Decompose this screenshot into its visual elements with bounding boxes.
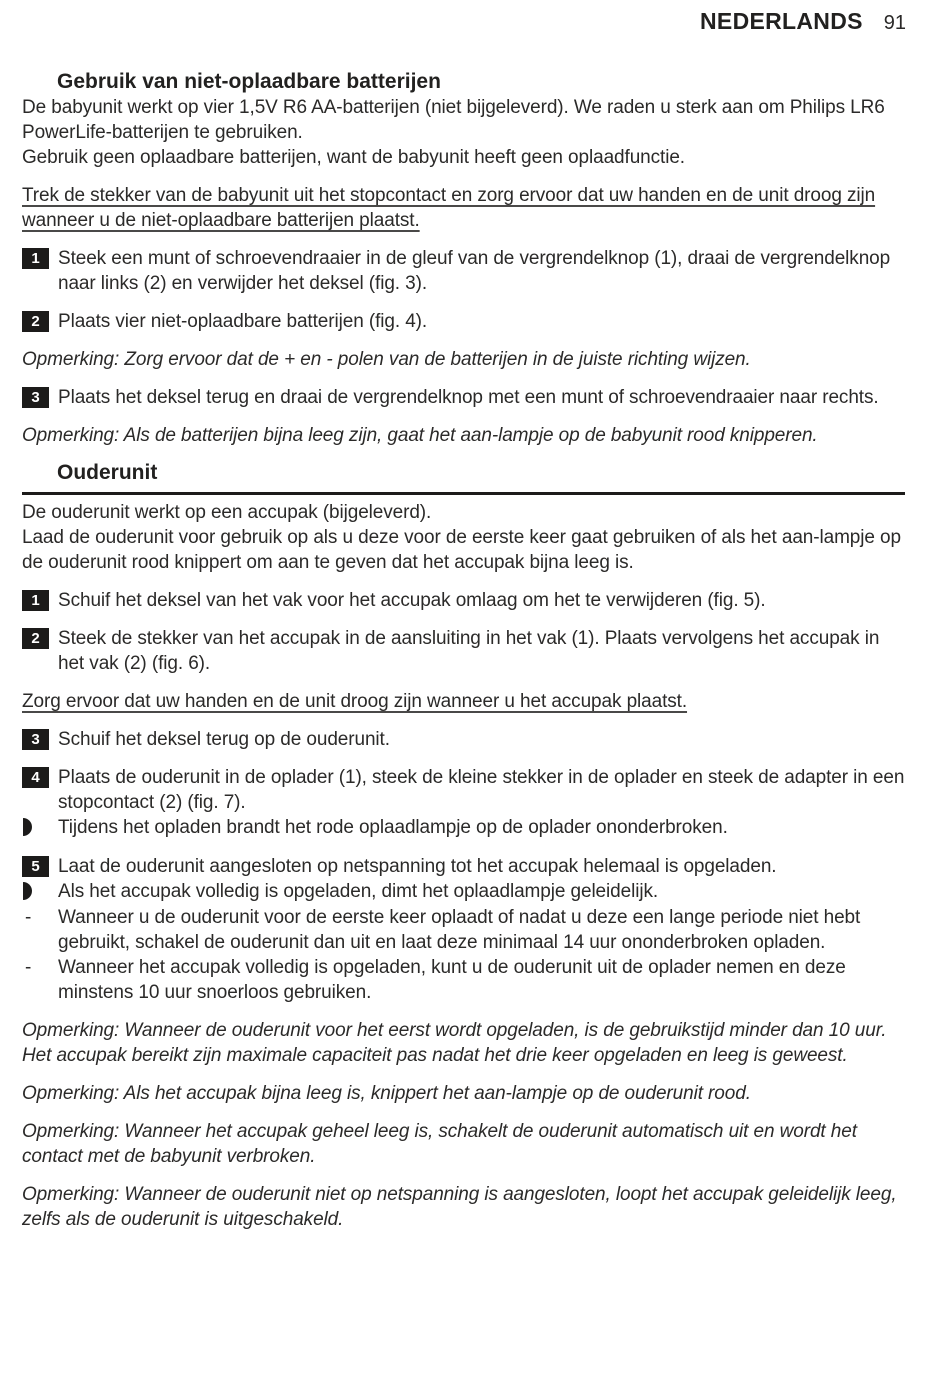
step-number-badge: 3 xyxy=(22,387,49,408)
step-text: Steek de stekker van het accupak in de aansluiting in het vak (1). Plaats vervolgens het accupak in het vak (2) (fig. 6). xyxy=(58,628,880,674)
warning-text: Trek de stekker van de babyunit uit het stopcontact en zorg ervoor dat uw handen en de unit droog zijn wanneer u de niet-oplaadbare batterijen plaatst. xyxy=(22,185,876,231)
step-item xyxy=(22,246,905,296)
step-number-badge: 2 xyxy=(22,628,49,649)
body-paragraph: De ouderunit werkt op een accupak (bijgeleverd). xyxy=(22,502,432,523)
result-marker xyxy=(22,879,58,905)
dash-bullet: - xyxy=(25,907,32,928)
step-text: Schuif het deksel van het vak voor het accupak omlaag om het te verwijderen (fig. 5). xyxy=(58,590,766,611)
step-marker xyxy=(22,854,58,877)
dash-text: Wanneer u de ouderunit voor de eerste keer oplaadt of nadat u deze een lange periode niet hebt gebruikt, schakel de ouderunit dan uit en laat deze minimaal 14 uur ononderbroken opladen. xyxy=(58,907,861,953)
step-text: Plaats vier niet-oplaadbare batterijen (fig. 4). xyxy=(58,311,428,332)
page-number: 91 xyxy=(883,12,906,34)
result-item xyxy=(22,815,905,841)
result-bullet-icon xyxy=(23,818,32,836)
note-text: Opmerking: Wanneer het accupak geheel leeg is, schakelt de ouderunit automatisch uit en wordt het contact met de babyunit verbroken. xyxy=(22,1121,857,1167)
step-item xyxy=(22,385,905,410)
step-marker xyxy=(22,626,58,649)
result-text: Als het accupak volledig is opgeladen, dimt het oplaadlampje geleidelijk. xyxy=(58,881,659,902)
step-text: Laat de ouderunit aangesloten op netspanning tot het accupak helemaal is opgeladen. xyxy=(58,856,777,877)
note-text: Opmerking: Als het accupak bijna leeg is, knippert het aan-lampje op de ouderunit rood. xyxy=(22,1083,751,1104)
step-number-badge: 1 xyxy=(22,248,49,269)
step-marker xyxy=(22,385,58,408)
step-text: Steek een munt of schroevendraaier in de gleuf van de vergrendelknop (1), draai de vergrendelknop naar links (2) en verwijder het deksel (fig. 3). xyxy=(58,248,891,294)
step-text: Plaats de ouderunit in de oplader (1), steek de kleine stekker in de oplader en steek de adapter in een stopcontact (2) (fig. 7). xyxy=(58,767,905,813)
result-text: Tijdens het opladen brandt het rode oplaadlampje op de oplader ononderbroken. xyxy=(58,817,728,838)
step-number-badge: 3 xyxy=(22,729,49,750)
step-item xyxy=(22,309,905,334)
step-marker xyxy=(22,246,58,269)
note-text: Opmerking: Wanneer de ouderunit voor het eerst wordt opgeladen, is de gebruikstijd minder dan 10 uur. Het accupak bereikt zijn maximale capaciteit pas nadat het drie keer opgeladen en leeg is geweest. xyxy=(22,1020,887,1066)
dash-text: Wanneer het accupak volledig is opgeladen, kunt u de ouderunit uit de oplader nemen en deze minstens 10 uur snoerloos gebruiken. xyxy=(58,957,846,1003)
section-heading: Ouderunit xyxy=(57,461,158,484)
result-item xyxy=(22,879,905,905)
step-item xyxy=(22,727,905,752)
step-text: Plaats het deksel terug en draai de vergrendelknop met een munt of schroevendraaier naar rechts. xyxy=(58,387,879,408)
step-item xyxy=(22,765,905,815)
step-marker xyxy=(22,765,58,788)
warning-text: Zorg ervoor dat uw handen en de unit droog zijn wanneer u het accupak plaatst. xyxy=(22,691,688,712)
step-marker xyxy=(22,588,58,611)
step-number-badge: 4 xyxy=(22,767,49,788)
step-item xyxy=(22,626,905,676)
language-label: NEDERLANDS xyxy=(700,8,863,34)
step-number-badge: 2 xyxy=(22,311,49,332)
content xyxy=(0,35,950,1232)
step-marker xyxy=(22,309,58,332)
dash-bullet: - xyxy=(25,957,32,978)
page-header xyxy=(0,0,950,35)
step-text: Schuif het deksel terug op de ouderunit. xyxy=(58,729,390,750)
result-marker xyxy=(22,815,58,841)
body-paragraph: Gebruik geen oplaadbare batterijen, want de babyunit heeft geen oplaadfunctie. xyxy=(22,147,685,168)
dash-item xyxy=(22,955,905,1005)
dash-item xyxy=(22,905,905,955)
body-paragraph: De babyunit werkt op vier 1,5V R6 AA-batterijen (niet bijgeleverd). We raden u sterk aan om Philips LR6 PowerLife-batterijen te gebruiken. xyxy=(22,97,885,143)
note-text: Opmerking: Zorg ervoor dat de + en - polen van de batterijen in de juiste richting wijzen. xyxy=(22,349,751,370)
section-heading-block xyxy=(22,69,905,95)
step-marker xyxy=(22,727,58,750)
step-item xyxy=(22,854,905,879)
note-text: Opmerking: Als de batterijen bijna leeg zijn, gaat het aan-lampje op de babyunit rood knipperen. xyxy=(22,425,818,446)
step-item xyxy=(22,588,905,613)
dash-marker xyxy=(22,905,58,930)
step-number-badge: 5 xyxy=(22,856,49,877)
section-heading: Gebruik van niet-oplaadbare batterijen xyxy=(57,70,441,93)
step-number-badge: 1 xyxy=(22,590,49,611)
body-paragraph: Laad de ouderunit voor gebruik op als u deze voor de eerste keer gaat gebruiken of als het aan-lampje op de ouderunit rood knippert om aan te geven dat het accupak bijna leeg is. xyxy=(22,527,901,573)
section-heading-block xyxy=(22,460,905,495)
result-bullet-icon xyxy=(23,882,32,900)
dash-marker xyxy=(22,955,58,980)
note-text: Opmerking: Wanneer de ouderunit niet op netspanning is aangesloten, loopt het accupak geleidelijk leeg, zelfs als de ouderunit is uitgeschakeld. xyxy=(22,1184,897,1230)
